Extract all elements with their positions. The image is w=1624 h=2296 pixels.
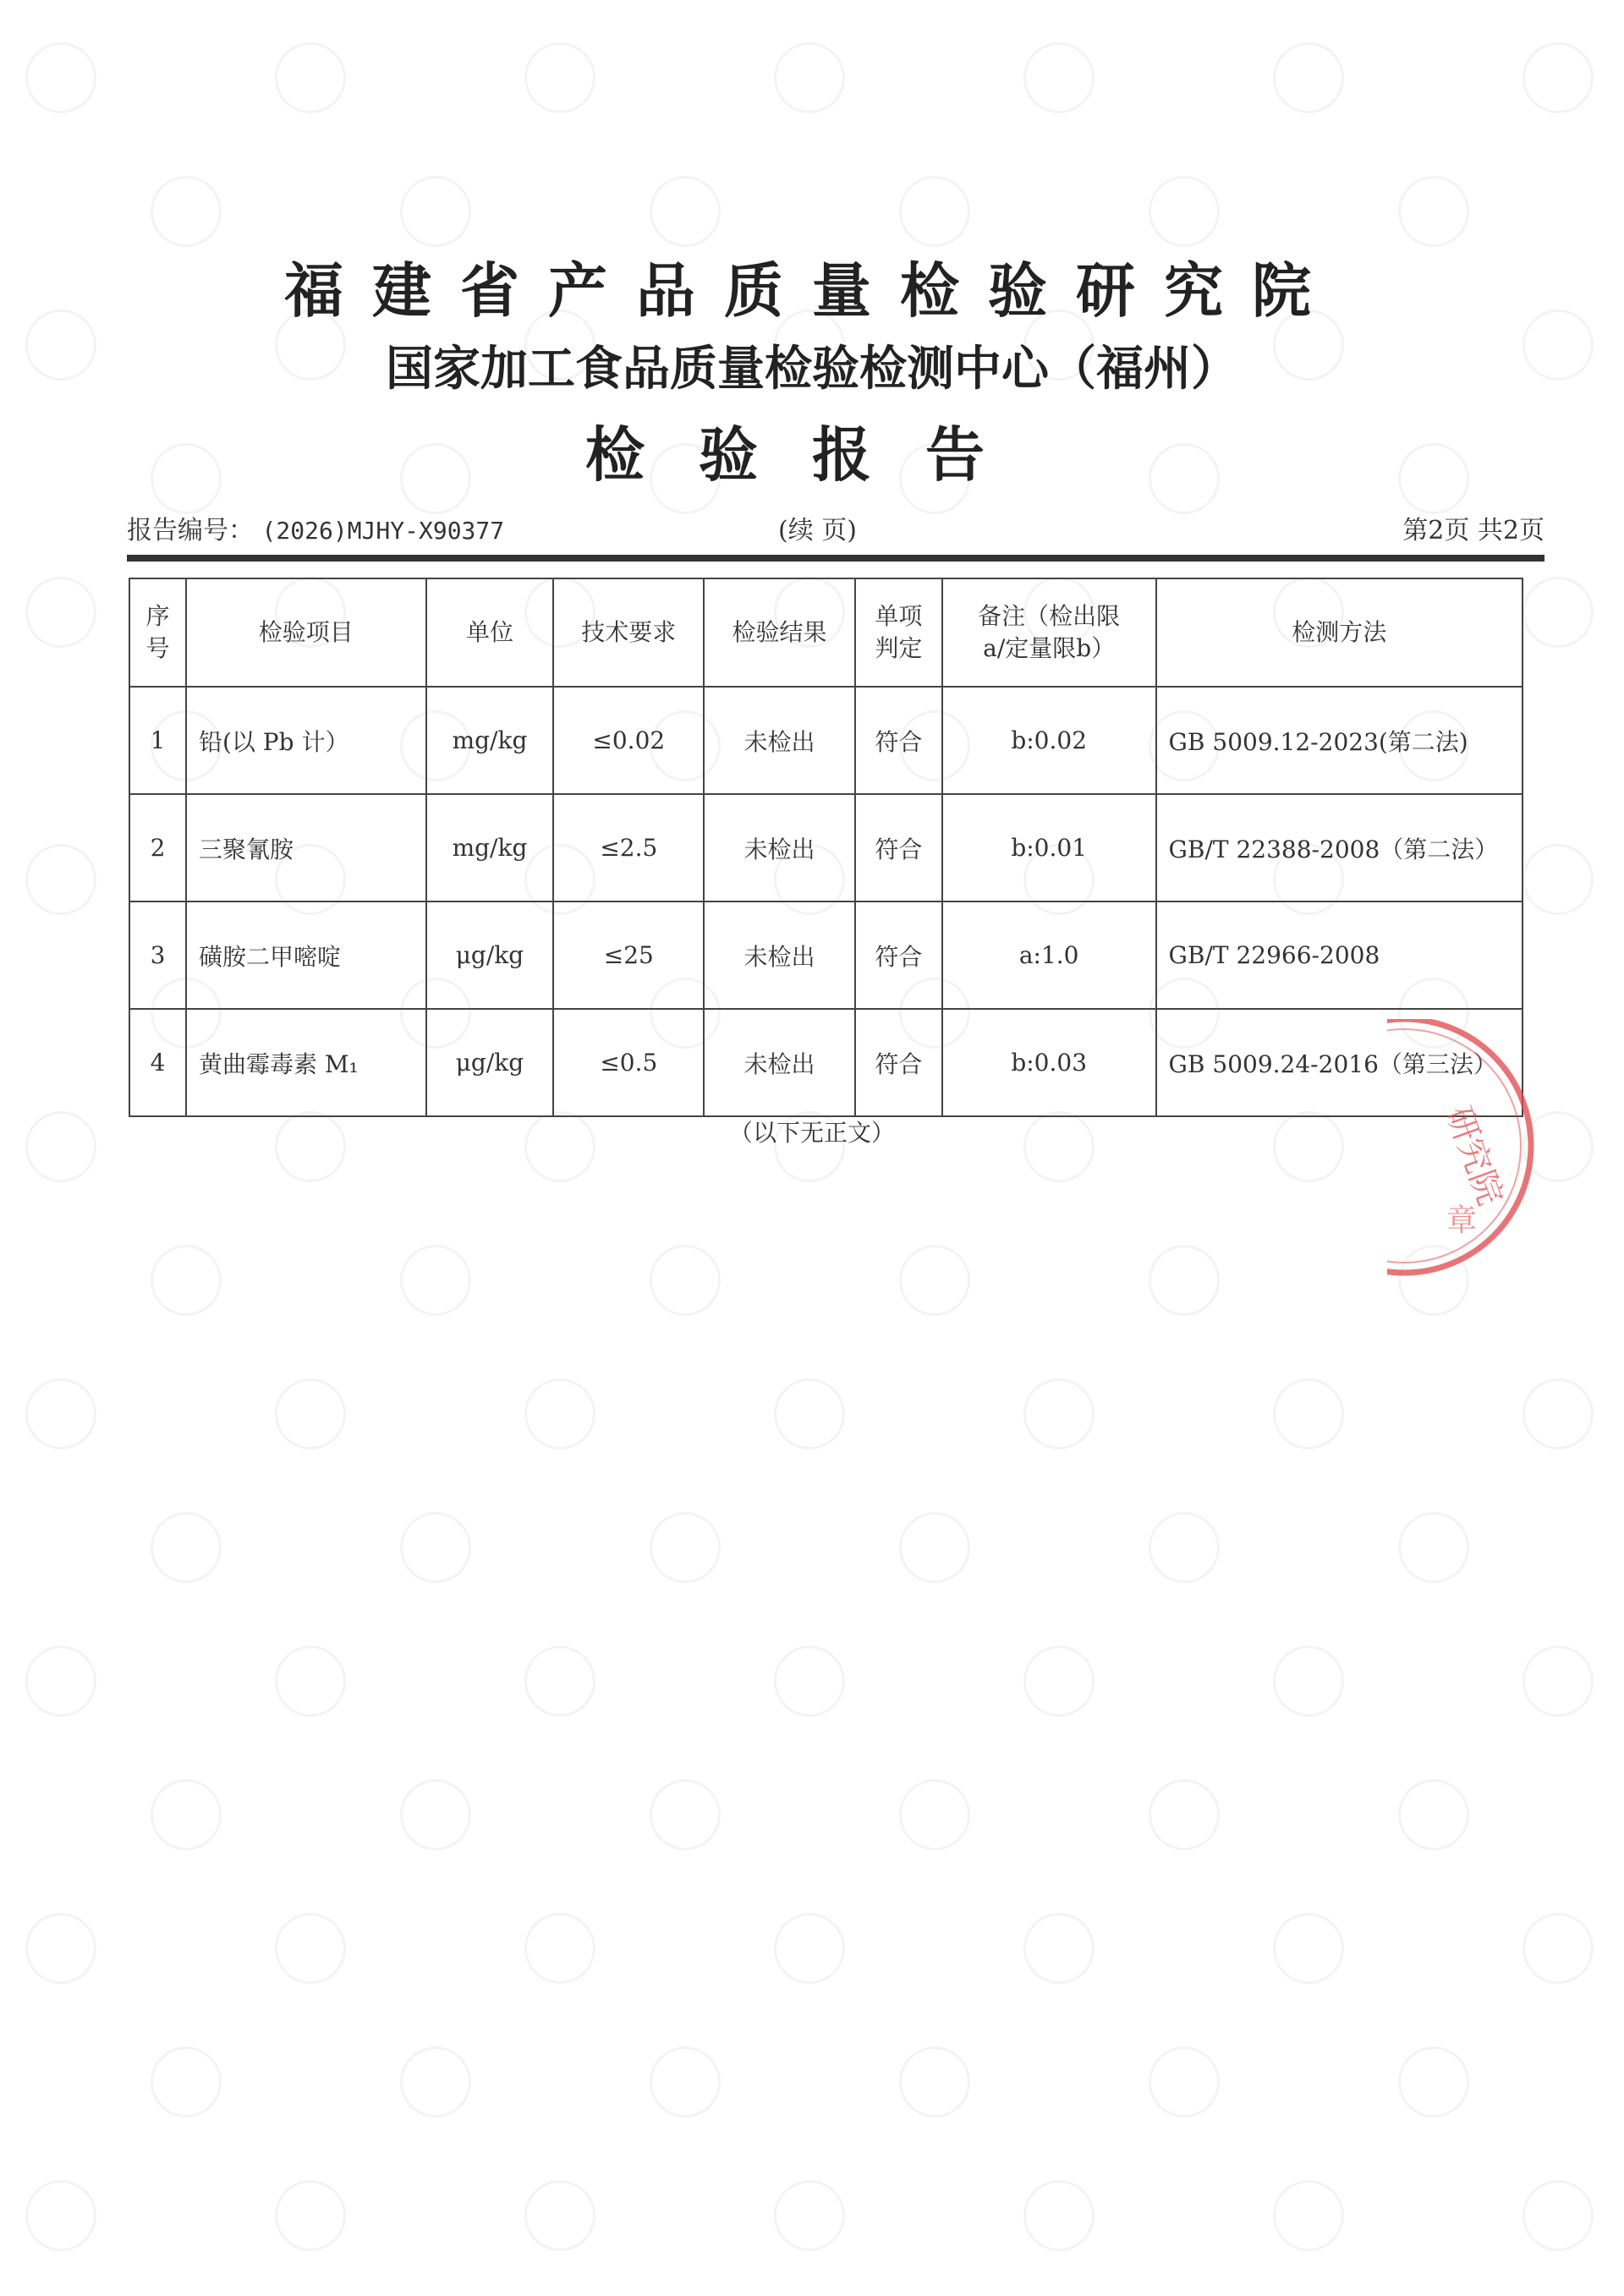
document-title: 检验报告 (585, 419, 1039, 490)
table-header-row (129, 578, 1522, 687)
cell-item: 铅(以 Pb 计） (186, 687, 426, 794)
watermark-logo-icon (1023, 1913, 1095, 1984)
watermark-logo-icon (25, 42, 96, 113)
watermark-logo-icon (774, 1646, 845, 1717)
watermark-logo-icon (151, 176, 222, 247)
watermark-logo-icon (650, 1779, 721, 1850)
watermark-logo-icon (899, 1245, 970, 1316)
svg-text:研究院: 研究院 (1438, 1101, 1510, 1211)
col-header-no: 序号 (129, 578, 186, 687)
watermark-logo-icon (1149, 1779, 1220, 1850)
table-row (129, 687, 1522, 794)
watermark-logo-icon (1273, 42, 1344, 113)
cell-judgment: 符合 (855, 1009, 942, 1116)
col-header-judgment: 单项判定 (855, 578, 942, 687)
cell-remark: b:0.02 (942, 687, 1156, 794)
cell-judgment: 符合 (855, 687, 942, 794)
watermark-logo-icon (650, 1245, 721, 1316)
watermark-logo-icon (1522, 1646, 1594, 1717)
cell-result: 未检出 (704, 901, 855, 1009)
watermark-logo-icon (1273, 1378, 1344, 1449)
watermark-logo-icon (25, 1378, 96, 1449)
watermark-logo-icon (400, 176, 471, 247)
watermark-logo-icon (25, 1646, 96, 1717)
watermark-logo-icon (899, 176, 970, 247)
cell-no: 4 (129, 1009, 186, 1116)
cell-no: 2 (129, 794, 186, 901)
watermark-logo-icon (1023, 1646, 1095, 1717)
cell-judgment: 符合 (855, 794, 942, 901)
cell-result: 未检出 (704, 794, 855, 901)
cell-no: 3 (129, 901, 186, 1009)
watermark-logo-icon (1149, 176, 1220, 247)
watermark-logo-icon (1023, 2180, 1095, 2251)
col-header-remark: 备注（检出限a/定量限b） (942, 578, 1156, 687)
report-number (127, 509, 504, 546)
table-row (129, 794, 1522, 901)
watermark-logo-icon (899, 2047, 970, 2118)
report-number-label: 报告编号： (127, 516, 254, 545)
cell-unit: mg/kg (426, 794, 554, 901)
watermark-logo-icon (275, 1378, 346, 1449)
header-rule (127, 555, 1544, 562)
watermark-logo-icon (774, 1378, 845, 1449)
cell-judgment: 符合 (855, 901, 942, 1009)
cell-requirement: ≤25 (553, 901, 704, 1009)
cell-item: 磺胺二甲嘧啶 (186, 901, 426, 1009)
center-name: 国家加工食品质量检验检测中心（福州） (386, 341, 1238, 397)
watermark-logo-icon (524, 42, 595, 113)
watermark-logo-icon (1149, 1245, 1220, 1316)
cell-method: GB/T 22388-2008（第二法） (1156, 794, 1522, 901)
page-info: 第2页 共2页 (1402, 516, 1544, 545)
cell-requirement: ≤2.5 (553, 794, 704, 901)
cell-method: GB 5009.24-2016（第三法） (1156, 1009, 1522, 1116)
cell-remark: a:1.0 (942, 901, 1156, 1009)
watermark-logo-icon (151, 1245, 222, 1316)
watermark-logo-icon (275, 1646, 346, 1717)
watermark-logo-icon (1398, 176, 1469, 247)
cell-requirement: ≤0.02 (553, 687, 704, 794)
watermark-logo-icon (1149, 1512, 1220, 1583)
watermark-logo-icon (899, 1779, 970, 1850)
col-header-item: 检验项目 (186, 578, 426, 687)
table-row (129, 901, 1522, 1009)
watermark-logo-icon (1149, 2047, 1220, 2118)
official-seal-stamp (1387, 1019, 1607, 1290)
watermark-logo-icon (151, 2047, 222, 2118)
watermark-logo-icon (524, 1646, 595, 1717)
watermark-logo-icon (400, 2047, 471, 2118)
watermark-logo-icon (899, 1512, 970, 1583)
watermark-logo-icon (151, 1779, 222, 1850)
institute-name: 福建省产品质量检验研究院 (284, 255, 1340, 326)
watermark-logo-icon (1398, 1779, 1469, 1850)
watermark-logo-icon (1273, 1646, 1344, 1717)
watermark-logo-icon (1522, 577, 1594, 648)
watermark-logo-icon (25, 577, 96, 648)
watermark-logo-icon (25, 2180, 96, 2251)
end-of-text-note: （以下无正文） (728, 1119, 895, 1147)
col-header-method: 检测方法 (1156, 578, 1522, 687)
watermark-logo-icon (275, 1913, 346, 1984)
cell-unit: μg/kg (426, 1009, 554, 1116)
watermark-logo-icon (650, 176, 721, 247)
watermark-logo-icon (1522, 1913, 1594, 1984)
watermark-logo-icon (1273, 1913, 1344, 1984)
watermark-logo-icon (1023, 1378, 1095, 1449)
watermark-logo-icon (1522, 2180, 1594, 2251)
svg-text:章: 章 (1446, 1203, 1478, 1238)
watermark-logo-icon (1522, 42, 1594, 113)
watermark-logo-icon (1398, 2047, 1469, 2118)
watermark-logo-icon (524, 2180, 595, 2251)
watermark-logo-icon (524, 1913, 595, 1984)
watermark-logo-icon (400, 1779, 471, 1850)
cell-unit: mg/kg (426, 687, 554, 794)
watermark-logo-icon (650, 2047, 721, 2118)
col-header-requirement: 技术要求 (553, 578, 704, 687)
watermark-logo-icon (1273, 2180, 1344, 2251)
watermark-logo-icon (275, 2180, 346, 2251)
watermark-logo-icon (1023, 42, 1095, 113)
watermark-logo-icon (1522, 844, 1594, 915)
watermark-logo-icon (151, 1512, 222, 1583)
watermark-logo-icon (774, 42, 845, 113)
cell-item: 黄曲霉毒素 M₁ (186, 1009, 426, 1116)
cell-remark: b:0.03 (942, 1009, 1156, 1116)
results-table (129, 578, 1523, 1117)
col-header-unit: 单位 (426, 578, 554, 687)
watermark-logo-icon (275, 42, 346, 113)
watermark-logo-icon (774, 1913, 845, 1984)
watermark-logo-icon (774, 2180, 845, 2251)
col-header-result: 检验结果 (704, 578, 855, 687)
cell-result: 未检出 (704, 1009, 855, 1116)
continued-page-label: (续 页) (778, 516, 857, 545)
cell-item: 三聚氰胺 (186, 794, 426, 901)
watermark-logo-icon (400, 1512, 471, 1583)
cell-requirement: ≤0.5 (553, 1009, 704, 1116)
watermark-logo-icon (650, 1512, 721, 1583)
watermark-logo-icon (25, 1913, 96, 1984)
cell-no: 1 (129, 687, 186, 794)
watermark-logo-icon (1522, 1378, 1594, 1449)
cell-method: GB/T 22966-2008 (1156, 901, 1522, 1009)
watermark-logo-icon (400, 1245, 471, 1316)
table-row (129, 1009, 1522, 1116)
cell-result: 未检出 (704, 687, 855, 794)
watermark-logo-icon (524, 1378, 595, 1449)
cell-method: GB 5009.12-2023(第二法) (1156, 687, 1522, 794)
watermark-logo-icon (25, 844, 96, 915)
report-number-value: (2026)MJHY-X90377 (261, 517, 505, 545)
cell-unit: μg/kg (426, 901, 554, 1009)
watermark-logo-icon (1398, 1512, 1469, 1583)
cell-remark: b:0.01 (942, 794, 1156, 901)
